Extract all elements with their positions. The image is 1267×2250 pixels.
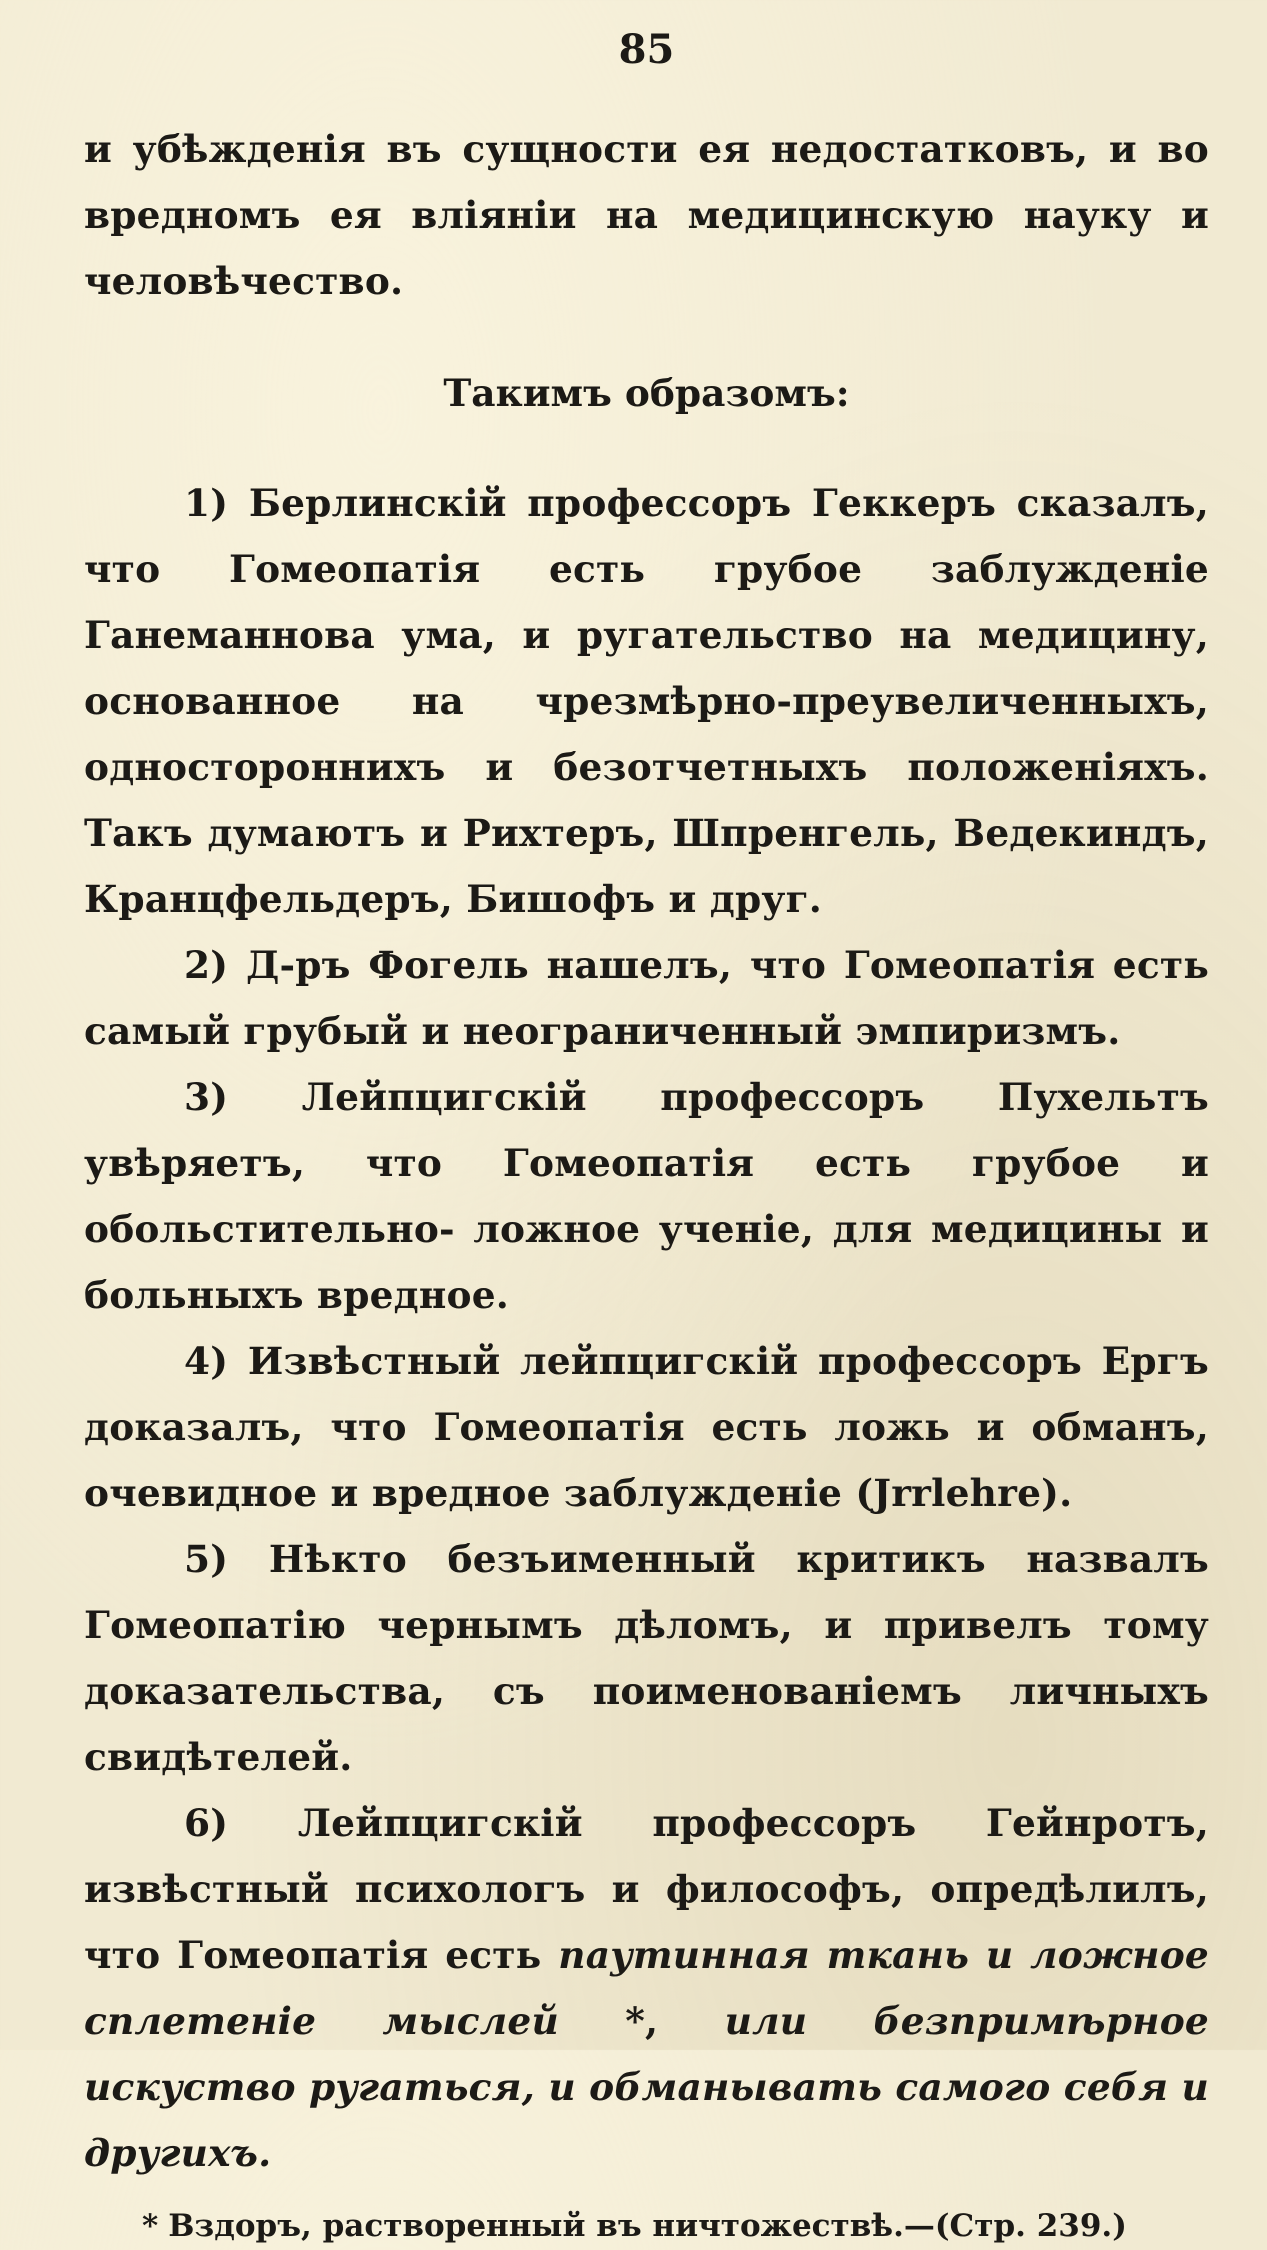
item-number: 1) bbox=[184, 481, 229, 525]
item-text: Лейпцигскій профессоръ Пухельтъ увѣряетъ, что Гомеопатія есть грубое и обольстительно- ложное ученіе, для медицины и больныхъ вредное. bbox=[84, 1075, 1209, 1317]
list-item-1 bbox=[84, 470, 1209, 932]
item-number: 4) bbox=[184, 1339, 229, 1383]
item-number: 2) bbox=[184, 943, 229, 987]
item-text: Лейпцигскій профессоръ Гейнротъ, извѣстный психологъ и философъ, опредѣлилъ, что Гомеопатія есть bbox=[84, 1801, 1209, 1977]
item-text: Берлинскій профессоръ Геккеръ сказалъ, что Гомеопатія есть грубое заблужденіе Ганеманнова ума, и ругательство на медицину, основанное на чрезмѣрно-преувеличенныхъ, одностороннихъ и безотчетныхъ положеніяхъ. Такъ думаютъ и Рихтеръ, Шпренгель, Ведекиндъ, Кранцфельдеръ, Бишофъ и друг. bbox=[84, 481, 1209, 921]
list-item-5 bbox=[84, 1526, 1209, 1790]
footnote-star: * bbox=[142, 2208, 159, 2244]
item-number: 6) bbox=[184, 1801, 229, 1845]
italic-quote: паутинная ткань и ложное сплетеніе мыслей bbox=[84, 1933, 1209, 2043]
footnote-text: Вздоръ, растворенный въ ничтожествѣ.—(Стр. 239.) bbox=[168, 2208, 1127, 2244]
italic-quote: или безпримѣрное искуство ругаться, и обманывать самого себя и другихъ. bbox=[84, 1999, 1209, 2175]
list-item-6 bbox=[84, 1790, 1209, 2186]
item-text: Нѣкто безъименный критикъ назвалъ Гомеопатію чернымъ дѣломъ, и привелъ тому доказательства, съ поименованіемъ личныхъ свидѣтелей. bbox=[84, 1537, 1209, 1779]
item-text: Извѣстный лейпцигскій профессоръ Ергъ доказалъ, что Гомеопатія есть ложь и обманъ, очевидное и вредное заблужденіе (Jrrlehre). bbox=[84, 1339, 1209, 1515]
page-number: 85 bbox=[618, 26, 675, 73]
list-item-3 bbox=[84, 1064, 1209, 1328]
list-item-2 bbox=[84, 932, 1209, 1064]
item-text: Д-ръ Фогель нашелъ, что Гомеопатія есть самый грубый и неограниченный эмпиризмъ. bbox=[84, 943, 1209, 1053]
list-item-4 bbox=[84, 1328, 1209, 1526]
footnote bbox=[84, 2202, 1209, 2250]
item-number: 5) bbox=[184, 1537, 229, 1581]
intro-paragraph: и убѣжденія въ сущности ея недостатковъ, и во вредномъ ея вліяніи на медицинскую науку и человѣчество. bbox=[84, 127, 1209, 303]
footnote-marker: *, bbox=[625, 1999, 659, 2043]
item-number: 3) bbox=[184, 1075, 229, 1119]
section-heading: Такимъ образомъ: bbox=[443, 371, 850, 415]
